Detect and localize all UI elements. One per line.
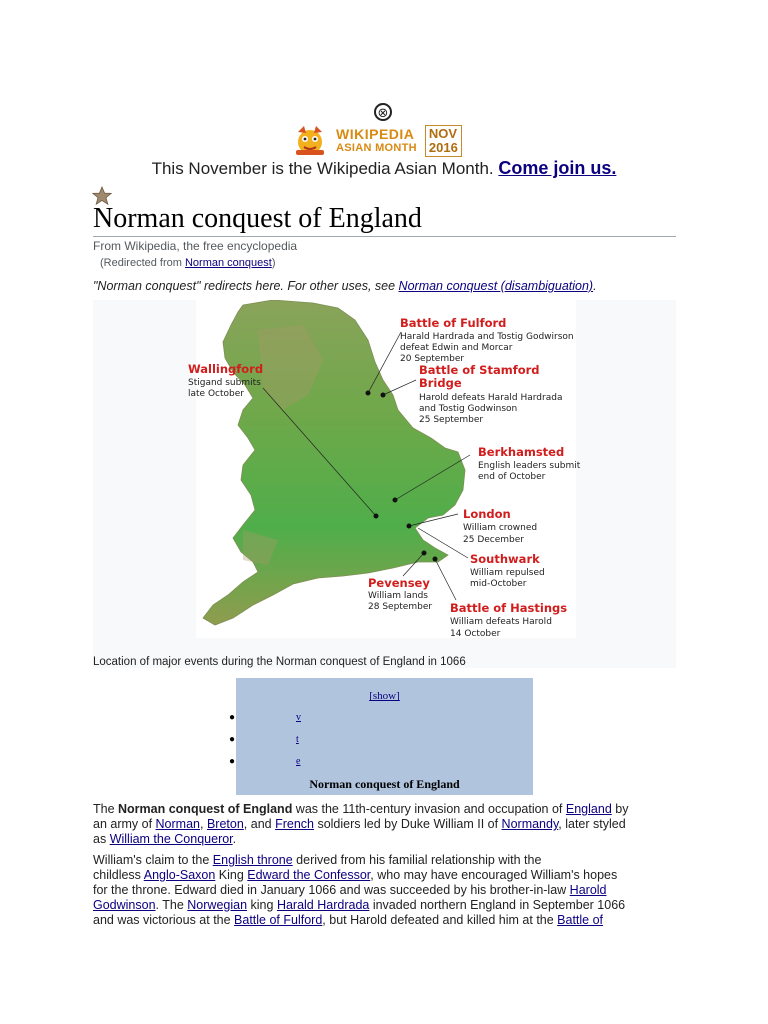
p2-line-1 [93,853,683,868]
p2-line-5 [93,913,683,928]
hatnote-end: . [593,279,597,293]
join-link[interactable]: Come join us. [498,158,617,178]
p2-line-4 [93,898,683,913]
link-william-the-conqueror[interactable]: William the Conqueror [109,832,233,846]
redirect-suffix: ) [271,257,276,269]
label-wallingford: Wallingford [188,362,264,376]
text: , [200,817,207,831]
map-caption: Location of major events during the Norman conquest of England in 1066 [93,656,466,668]
bold-title: Norman conquest of England [118,802,293,816]
map-image[interactable] [93,300,676,656]
intro-line-2 [93,817,683,832]
navbox [229,678,533,795]
text: derived from his familial relationship with the [292,853,542,867]
label-fulford-line3: 20 September [400,354,465,364]
banner-year: 2016 [428,140,458,155]
mascot-icon [290,124,330,158]
p2-line-3 [93,883,683,898]
disambiguation-link[interactable]: Norman conquest (disambiguation) [398,279,594,293]
text: William's claim to the [93,853,213,867]
label-hastings-line1: William defeats Harold [450,617,552,627]
text: , and [243,817,276,831]
label-southwark-line1: William repulsed [470,568,545,578]
label-wallingford-line1: Stigand submits [188,378,261,388]
navbox-view-link[interactable]: v [296,712,301,723]
close-banner-button[interactable] [374,103,392,121]
text: , later styled [558,817,626,831]
label-stamford-bridge: Bridge [419,376,462,390]
text: and was victorious at the [93,913,235,927]
banner-subtitle: ASIAN MONTH [336,142,417,154]
text: soldiers led by Duke William II of [313,817,502,831]
map-figure [93,300,676,668]
text: king [247,898,277,912]
label-pevensey-line2: 28 September [368,602,433,612]
label-stamford-line3: 25 September [419,415,484,425]
tagline: From Wikipedia, the free encyclopedia [93,239,298,253]
label-london-line2: 25 December [463,535,524,545]
asian-month-banner[interactable] [290,124,480,158]
link-breton[interactable]: Breton [206,817,244,831]
label-stamford-line1: Harold defeats Harald Hardrada [419,393,563,403]
link-norman[interactable]: Norman [155,817,200,831]
banner-date [425,125,462,157]
link-harold[interactable]: Harold [569,883,607,897]
show-link[interactable]: [show] [369,690,400,702]
navbox-title: Norman conquest of England [309,777,460,791]
label-pevensey-line1: William lands [368,591,428,601]
link-normandy[interactable]: Normandy [501,817,559,831]
hatnote [93,279,597,293]
label-stamford-line2: and Tostig Godwinson [419,404,518,414]
link-norwegian[interactable]: Norwegian [187,898,248,912]
close-icon: ⊗ [377,104,389,120]
text: for the throne. Edward died in January 1066 and was succeeded by his brother-in-law [93,883,570,897]
label-hastings: Battle of Hastings [450,601,568,615]
link-anglo-saxon[interactable]: Anglo-Saxon [143,868,216,882]
link-godwinson[interactable]: Godwinson [93,898,156,912]
link-edward-the-confessor[interactable]: Edward the Confessor [247,868,371,882]
navbox-edit-link[interactable]: e [296,756,301,767]
link-harald-hardrada[interactable]: Harald Hardrada [276,898,370,912]
label-fulford-line2: defeat Edwin and Morcar [400,343,513,353]
text: , but Harold defeated and killed him at the [322,913,558,927]
p2-line-2 [93,868,683,883]
label-berkhamsted-line2: end of October [478,472,546,482]
text: The [93,802,119,816]
text: invaded northern England in September 1066 [369,898,626,912]
label-stamford: Battle of Stamford [419,363,540,377]
text: , who may have encouraged William's hopes [370,868,618,882]
banner-month: NOV [428,126,458,141]
label-berkhamsted: Berkhamsted [478,445,565,459]
bullet-icon: ● [229,756,236,767]
link-battle-of-fulford[interactable]: Battle of Fulford [234,913,323,927]
text: . [232,832,237,846]
redirect-prefix: (Redirected from [100,257,185,269]
text: was the 11th-century invasion and occupation of [292,802,566,816]
label-fulford: Battle of Fulford [400,316,507,330]
second-paragraph [93,853,683,928]
label-berkhamsted-line1: English leaders submit [478,461,581,471]
label-southwark: Southwark [470,552,540,566]
label-london: London [463,507,511,521]
label-pevensey: Pevensey [368,576,430,590]
intro-line-3 [93,832,683,847]
bullet-icon: ● [229,734,236,745]
link-french[interactable]: French [275,817,314,831]
label-hastings-line2: 14 October [450,629,501,639]
redirect-note [100,257,275,269]
label-london-line1: William crowned [463,523,538,533]
navbox-show-toggle [236,690,533,702]
notice-text: This November is the Wikipedia Asian Month. [151,159,494,178]
link-battle-of[interactable]: Battle of [557,913,604,927]
label-southwark-line2: mid-October [470,579,527,589]
text: King [215,868,248,882]
link-english-throne[interactable]: English throne [212,853,293,867]
text: by [611,802,629,816]
text: . The [155,898,188,912]
bullet-icon: ● [229,712,236,723]
intro-line-1 [93,802,683,817]
navbox-talk-link[interactable]: t [296,734,299,745]
intro-paragraph [93,802,683,847]
link-england[interactable]: England [565,802,612,816]
label-wallingford-line2: late October [188,389,244,399]
text: childless [93,868,144,882]
label-fulford-line1: Harald Hardrada and Tostig Godwirson [400,332,574,342]
redirect-link[interactable]: Norman conquest [184,257,272,269]
text: as [93,832,110,846]
hatnote-text: "Norman conquest" redirects here. For other uses, see [93,279,399,293]
page-title: Norman conquest of England [93,203,676,237]
banner-title: WIKIPEDIA [336,126,415,142]
text: an army of [93,817,156,831]
banner-notice [0,158,768,179]
